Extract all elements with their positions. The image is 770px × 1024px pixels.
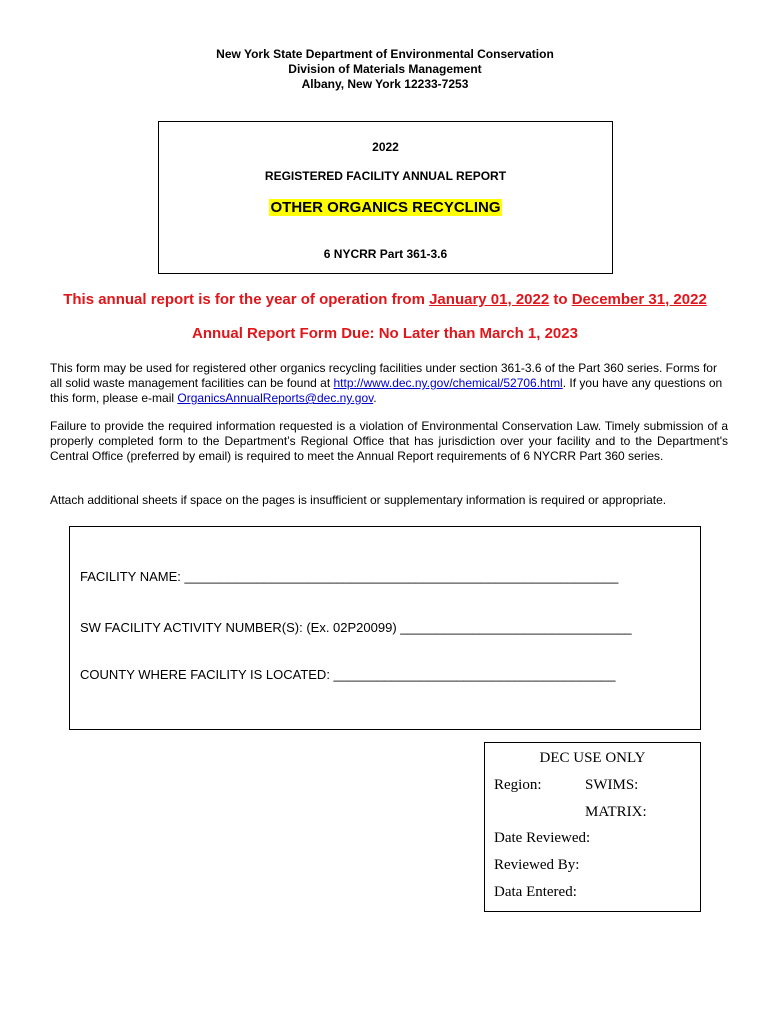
county-field[interactable]: COUNTY WHERE FACILITY IS LOCATED: _______________________________________ bbox=[80, 667, 616, 682]
intro-paragraph bbox=[50, 361, 728, 406]
start-date: January 01, 2022 bbox=[429, 291, 550, 308]
attach-sheets-paragraph: Attach additional sheets if space on the pages is insufficient or supplementary information is required or appropriate. bbox=[50, 493, 667, 507]
facility-name-field[interactable]: FACILITY NAME: ____________________________________________________________ bbox=[80, 569, 619, 584]
report-title: REGISTERED FACILITY ANNUAL REPORT bbox=[264, 169, 507, 183]
report-subtitle bbox=[159, 199, 612, 217]
matrix-label: MATRIX: bbox=[585, 804, 647, 820]
agency-name: New York State Department of Environmental Conservation bbox=[216, 47, 554, 61]
due-date-notice: Annual Report Form Due: No Later than March 1, 2023 bbox=[192, 325, 578, 342]
notice-connector: to bbox=[549, 291, 572, 308]
report-year: 2022 bbox=[372, 140, 399, 154]
data-entered-label: Data Entered: bbox=[494, 884, 577, 900]
reviewed-by-label: Reviewed By: bbox=[494, 857, 580, 873]
email-link[interactable]: OrganicsAnnualReports@dec.ny.gov bbox=[177, 391, 374, 405]
division-name: Division of Materials Management bbox=[288, 62, 482, 76]
dec-use-only-box bbox=[484, 742, 701, 912]
title-box bbox=[158, 121, 613, 274]
date-reviewed-label: Date Reviewed: bbox=[494, 830, 591, 846]
region-label: Region: bbox=[494, 777, 542, 793]
end-date: December 31, 2022 bbox=[571, 291, 707, 308]
report-subtitle-text: OTHER ORGANICS RECYCLING bbox=[270, 199, 501, 216]
regulation-reference: 6 NYCRR Part 361-3.6 bbox=[323, 247, 448, 261]
notice-prefix: This annual report is for the year of operation from bbox=[63, 291, 430, 308]
agency-address: Albany, New York 12233-7253 bbox=[301, 77, 469, 91]
operation-year-notice bbox=[0, 291, 770, 308]
violation-paragraph: Failure to provide the required information requested is a violation of Environmental Conservation Law. Timely submission of a properly completed form to the Department’s Regional Office that has jurisdiction over your facility and to the Department's Central Office (preferred by email) is required to meet the Annual Report requirements of 6 NYCRR Part 360 series. bbox=[50, 419, 728, 463]
swims-label: SWIMS: bbox=[585, 777, 639, 793]
intro-text-2: . If you have any questions on this form, please e-mail bbox=[50, 376, 723, 405]
intro-text-3: . bbox=[373, 391, 377, 405]
activity-number-field[interactable]: SW FACILITY ACTIVITY NUMBER(S): (Ex. 02P20099) ________________________________ bbox=[80, 620, 632, 635]
dec-use-title: DEC USE ONLY bbox=[539, 750, 646, 766]
intro-text: This form may be used for registered other organics recycling facilities under section 361-3.6 of the Part 360 series. Forms for all solid waste management facilities can be found at bbox=[50, 361, 717, 390]
facility-info-box bbox=[69, 526, 701, 730]
forms-link[interactable]: http://www.dec.ny.gov/chemical/52706.html bbox=[333, 376, 563, 390]
